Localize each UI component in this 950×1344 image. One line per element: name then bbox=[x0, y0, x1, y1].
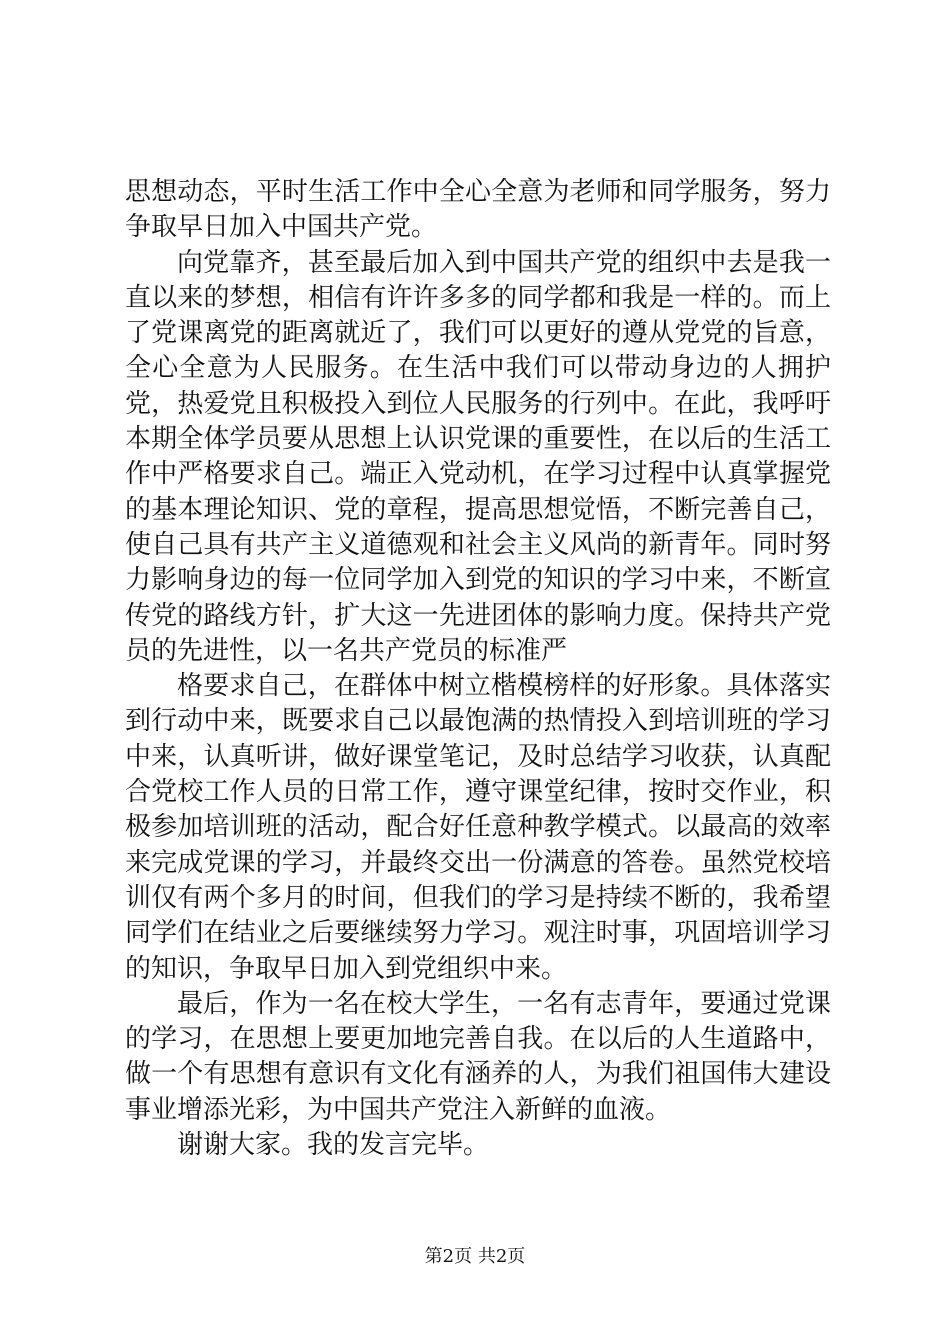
document-body bbox=[125, 175, 831, 1163]
paragraph-continued: 思想动态，平时生活工作中全心全意为老师和同学服务，努力争取早日加入中国共产党。 bbox=[125, 177, 831, 243]
paragraph: 格要求自己，在群体中树立楷模榜样的好形象。具体落实到行动中来，既要求自己以最饱满的热情投入到培训班的学习中来，认真听讲，做好课堂笔记，及时总结学习收获，认真配合党校工作人员的日常工作，遵守课堂纪律，按时交作业，积极参加培训班的活动，配合好任意种教学模式。以最高的效率来完成党课的学习，并最终交出一份满意的答卷。虽然党校培训仅有两个多月的时间，但我们的学习是持续不断的，我希望同学们在结业之后要继续努力学习。观注时事，巩固培训学习的知识，争取早日加入到党组织中来。 bbox=[125, 671, 831, 984]
paragraph-closing: 谢谢大家。我的发言完毕。 bbox=[177, 1130, 490, 1161]
paragraph: 向党靠齐，甚至最后加入到中国共产党的组织中去是我一直以来的梦想，相信有许许多多的同学都和我是一样的。而上了党课离党的距离就近了，我们可以更好的遵从党党的旨意，全心全意为人民服务。在生活中我们可以带动身边的人拥护党，热爱党且积极投入到位人民服务的行列中。在此，我呼吁本期全体学员要从思想上认识党课的重要性，在以后的生活工作中严格要求自己。端正入党动机，在学习过程中认真掌握党的基本理论知识、党的章程，提高思想觉悟，不断完善自己，使自己具有共产主义道德观和社会主义风尚的新青年。同时努力影响身边的每一位同学加入到党的知识的学习中来，不断宣传党的路线方针，扩大这一先进团体的影响力度。保持共产党员的先进性，以一名共产党员的标准严 bbox=[125, 247, 831, 666]
paragraph: 最后，作为一名在校大学生，一名有志青年，要通过党课的学习，在思想上要更加地完善自我。在以后的人生道路中，做一个有思想有意识有文化有涵养的人，为我们祖国伟大建设事业增添光彩，为中国共产党注入新鲜的血液。 bbox=[125, 988, 831, 1125]
page-footer: 第2页 共2页 bbox=[424, 1246, 526, 1267]
